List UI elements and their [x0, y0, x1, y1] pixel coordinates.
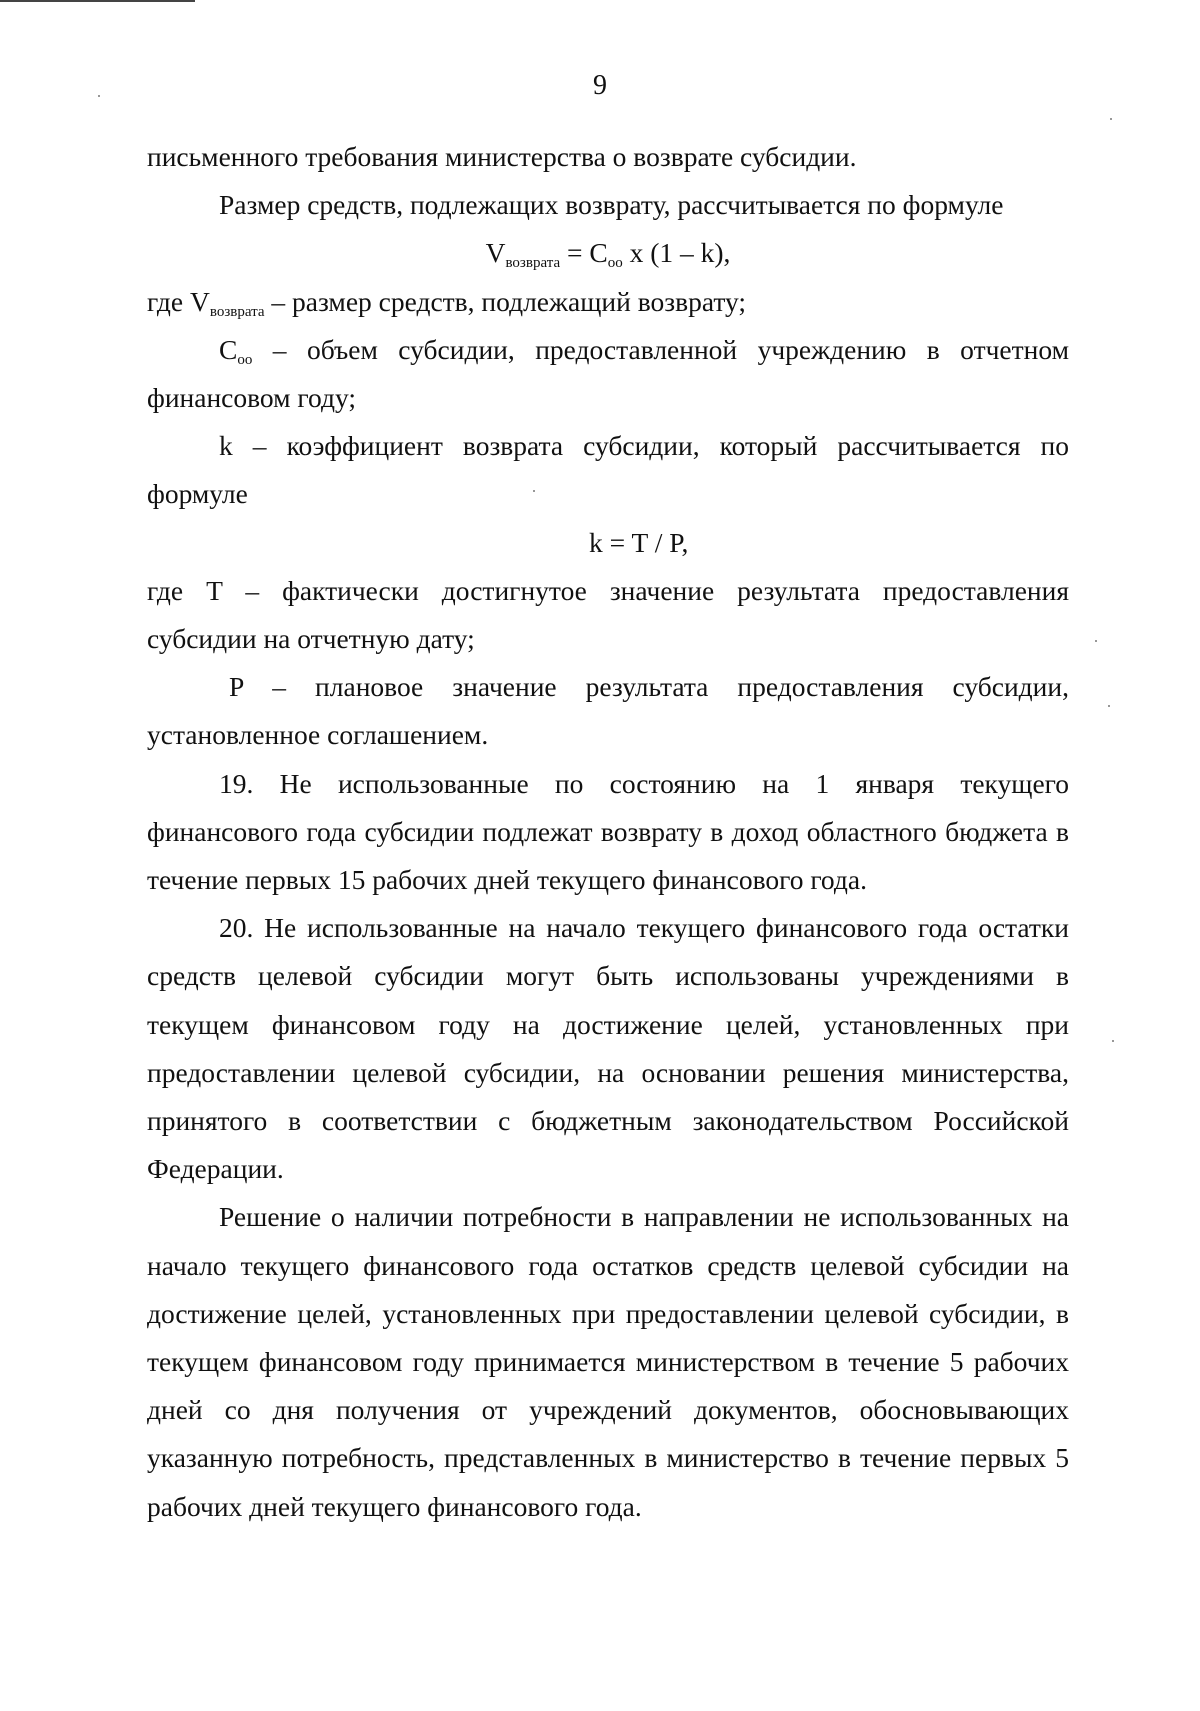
paragraph-refund-size: Размер средств, подлежащих возврату, рассчитывается по формуле [219, 189, 1004, 221]
document-body [147, 133, 1069, 1531]
definition-v-subscript: возврата [209, 303, 265, 320]
definition-p: P – плановое значение результата предоставления субсидии, установленное соглашением. [147, 671, 1069, 751]
formula-rest: x (1 – k), [622, 237, 731, 269]
definition-v-text: – размер средств, подлежащий возврату; [264, 285, 747, 317]
scan-speck [1095, 640, 1097, 642]
definition-c-text: – объем субсидии, предоставленной учреждению в отчетном финансовом году; [147, 333, 1069, 414]
paragraph-decision: Решение о наличии потребности в направлении не использованных на начало текущего финансового года остатков средств целевой субсидии на достижение целей, установленных при предоставлении целевой субсидии, в текущем финансовом году принимается министерством в течение 5 рабочих дней со дня получения от учреждений документов, обосновывающих указанную потребность, представленных в министерство в течение первых 5 рабочих дней текущего финансового года. [147, 1201, 1069, 1522]
definition-k: k – коэффициент возврата субсидии, который рассчитывается по формуле [147, 430, 1069, 510]
definition-c-letter: C [219, 333, 238, 365]
definition-c [147, 326, 1069, 422]
scan-speck [1112, 1040, 1114, 1042]
formula-eq-c: = C [560, 237, 608, 269]
definition-v-prefix: где V [147, 285, 210, 317]
definition-v [147, 278, 1069, 326]
scan-edge-line [0, 0, 195, 2]
paragraph-20: 20. Не использованные на начало текущего финансового года остатки средств целевой субсидии могут быть использованы учреждениями в текущем финансовом году на достижение целей, установленных при предоставлении целевой субсидии, на основании решения министерства, принятого в соответствии с бюджетным законодательством Российской Федерации. [147, 912, 1069, 1185]
paragraph-continuation: письменного требования министерства о возврате субсидии. [147, 141, 857, 172]
page-number: 9 [593, 70, 607, 101]
formula-v-subscript: возврата [505, 255, 561, 272]
scan-speck [1108, 705, 1110, 707]
formula-refund [147, 229, 1069, 277]
formula-k: k = T / P, [589, 526, 689, 558]
definition-t: где T – фактически достигнутое значение результата предоставления субсидии на отчетную дату; [147, 574, 1069, 655]
scan-speck [1110, 118, 1112, 120]
formula-v: V [485, 237, 506, 269]
definition-c-subscript: оо [237, 351, 253, 368]
paragraph-19: 19. Не использованные по состоянию на 1 января текущего финансового года субсидии подлежат возврату в доход областного бюджета в течение первых 15 рабочих дней текущего финансового года. [147, 767, 1069, 896]
formula-c-subscript: оо [607, 255, 623, 272]
